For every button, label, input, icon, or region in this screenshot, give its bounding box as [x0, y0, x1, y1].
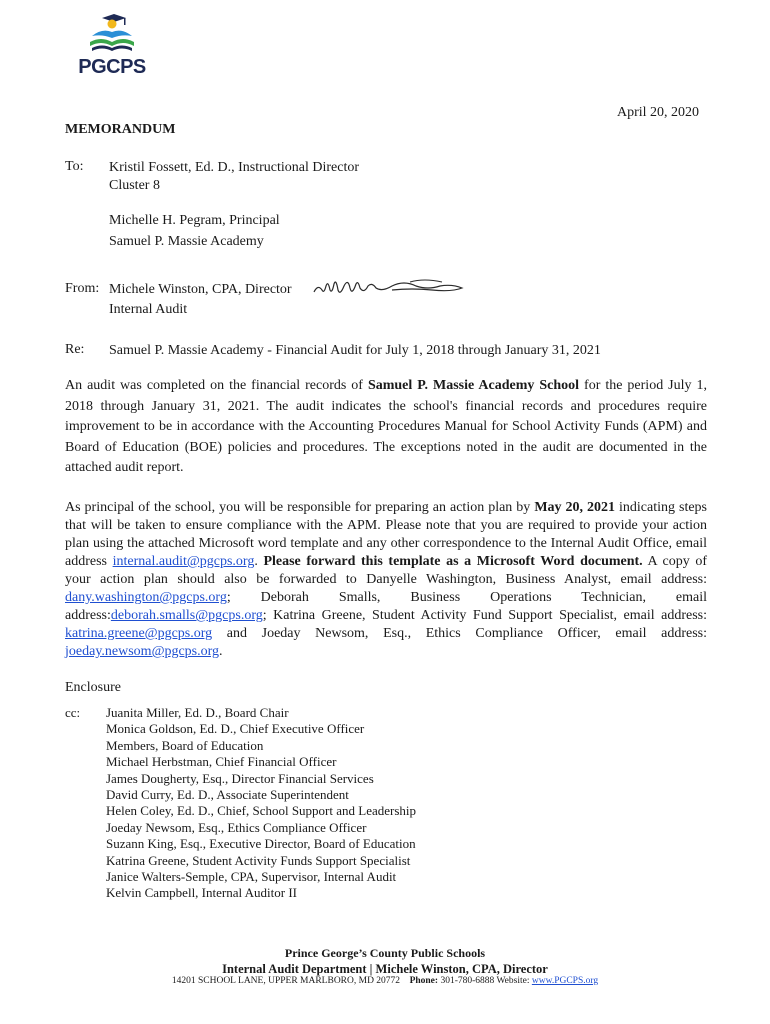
to-recipient-2-name: Michelle H. Pegram, Principal: [109, 213, 280, 228]
to-recipient-1-name: Kristil Fossett, Ed. D., Instructional Director: [109, 160, 360, 175]
para2-text-4: A copy of your action plan should also be forwarded to Danyelle Washington, Business Analyst, email address:: [65, 554, 707, 587]
memo-date: April 20, 2020: [617, 105, 700, 120]
signature-image: [312, 274, 467, 300]
logo-wordmark: PGCPS: [78, 56, 146, 78]
email-link-newsom[interactable]: joeday.newsom@pgcps.org: [65, 644, 220, 659]
cc-item: Joeday Newsom, Esq., Ethics Compliance Officer: [106, 819, 367, 835]
footer-org-name: Prince George’s County Public Schools: [284, 946, 486, 960]
cc-item: Members, Board of Education: [106, 737, 264, 753]
para2-text-1: As principal of the school, you will be responsible for preparing an action plan by: [65, 500, 535, 515]
re-subject: Samuel P. Massie Academy - Financial Audit for July 1, 2018 through January 31, 2021: [109, 343, 601, 358]
para2-text-6: ; Katrina Greene, Student Activity Fund Support Specialist, email address:: [262, 608, 707, 623]
para2-text-7: and Joeday Newsom, Esq., Ethics Compliance Officer, email address:: [212, 626, 707, 641]
enclosure-label: Enclosure: [65, 680, 121, 695]
cc-item: Janice Walters-Semple, CPA, Supervisor, Internal Audit: [106, 869, 397, 885]
cc-item: Helen Coley, Ed. D., Chief, School Support and Leadership: [106, 803, 417, 819]
footer-phone-label: Phone:: [409, 976, 439, 986]
para2-text-3: .: [254, 554, 264, 569]
para1-text-a: An audit was completed on the financial records of: [65, 378, 368, 393]
cc-item: James Dougherty, Esq., Director Financial Services: [106, 770, 374, 786]
para1-text-c: for the period July 1, 2018 through January 31, 2021. The audit indicates the school's financial records and procedures require improvement to be in accordance with the Accounting Procedures Manual for School Activity Funds (APM) and Board of Education (BOE) policies and procedures. The exceptions noted in the audit are documented in the attached audit report.: [65, 378, 707, 475]
email-link-washington[interactable]: dany.washington@pgcps.org: [65, 590, 227, 605]
para2-text-2: indicating steps that will be taken to ensure compliance with the APM. Please note that you are required to provide your action plan using the attached Microsoft word template and any other correspondence to the Internal Audit Office, email address: [65, 500, 707, 569]
action-plan-deadline: May 20, 2021: [534, 500, 616, 515]
para2-text-8: .: [219, 644, 223, 659]
cc-item: Monica Goldson, Ed. D., Chief Executive Officer: [106, 721, 365, 737]
footer-address: 14201 SCHOOL LANE, UPPER MARLBORO, MD 20772: [171, 976, 401, 986]
cc-item: Katrina Greene, Student Activity Funds Support Specialist: [106, 852, 411, 868]
email-link-greene[interactable]: katrina.greene@pgcps.org: [65, 626, 213, 641]
cc-item: Kelvin Campbell, Internal Auditor II: [106, 885, 297, 901]
email-link-internal-audit[interactable]: internal.audit@pgcps.org: [112, 554, 255, 569]
re-label: Re:: [65, 342, 85, 357]
school-name: Samuel P. Massie Academy School: [367, 378, 580, 393]
from-label: From:: [65, 281, 100, 296]
to-recipient-1-unit: Cluster 8: [109, 178, 160, 193]
footer-website-link[interactable]: www.PGCPS.org: [531, 976, 599, 986]
footer-phone: 301-780-6888 Website:: [438, 976, 530, 986]
cc-item: David Curry, Ed. D., Associate Superintendent: [106, 787, 349, 803]
cc-item: Suzann King, Esq., Executive Director, Board of Education: [106, 836, 416, 852]
to-recipient-2-unit: Samuel P. Massie Academy: [109, 234, 264, 249]
cc-label: cc:: [65, 705, 81, 720]
template-format-note: Please forward this template as a Microsoft Word document.: [263, 554, 643, 569]
email-link-smalls[interactable]: deborah.smalls@pgcps.org: [110, 608, 263, 623]
from-department: Internal Audit: [109, 302, 188, 317]
logo-emblem-icon: [78, 10, 146, 58]
body-paragraph-2: [65, 499, 707, 661]
cc-item: Juanita Miller, Ed. D., Board Chair: [106, 705, 289, 720]
to-label: To:: [65, 159, 84, 174]
memo-title: MEMORANDUM: [65, 122, 176, 137]
cc-item: Michael Herbstman, Chief Financial Officer: [106, 754, 337, 770]
pgcps-logo: [78, 10, 146, 80]
body-paragraph-1: [65, 376, 707, 479]
footer-department: Internal Audit Department | Michele Winston, CPA, Director: [222, 962, 548, 976]
footer-contact: [0, 976, 770, 986]
cc-list: [106, 705, 416, 902]
para2-text-5: ; Deborah Smalls, Business Operations Technician, email address:: [65, 590, 707, 623]
from-name: Michele Winston, CPA, Director: [109, 282, 292, 297]
